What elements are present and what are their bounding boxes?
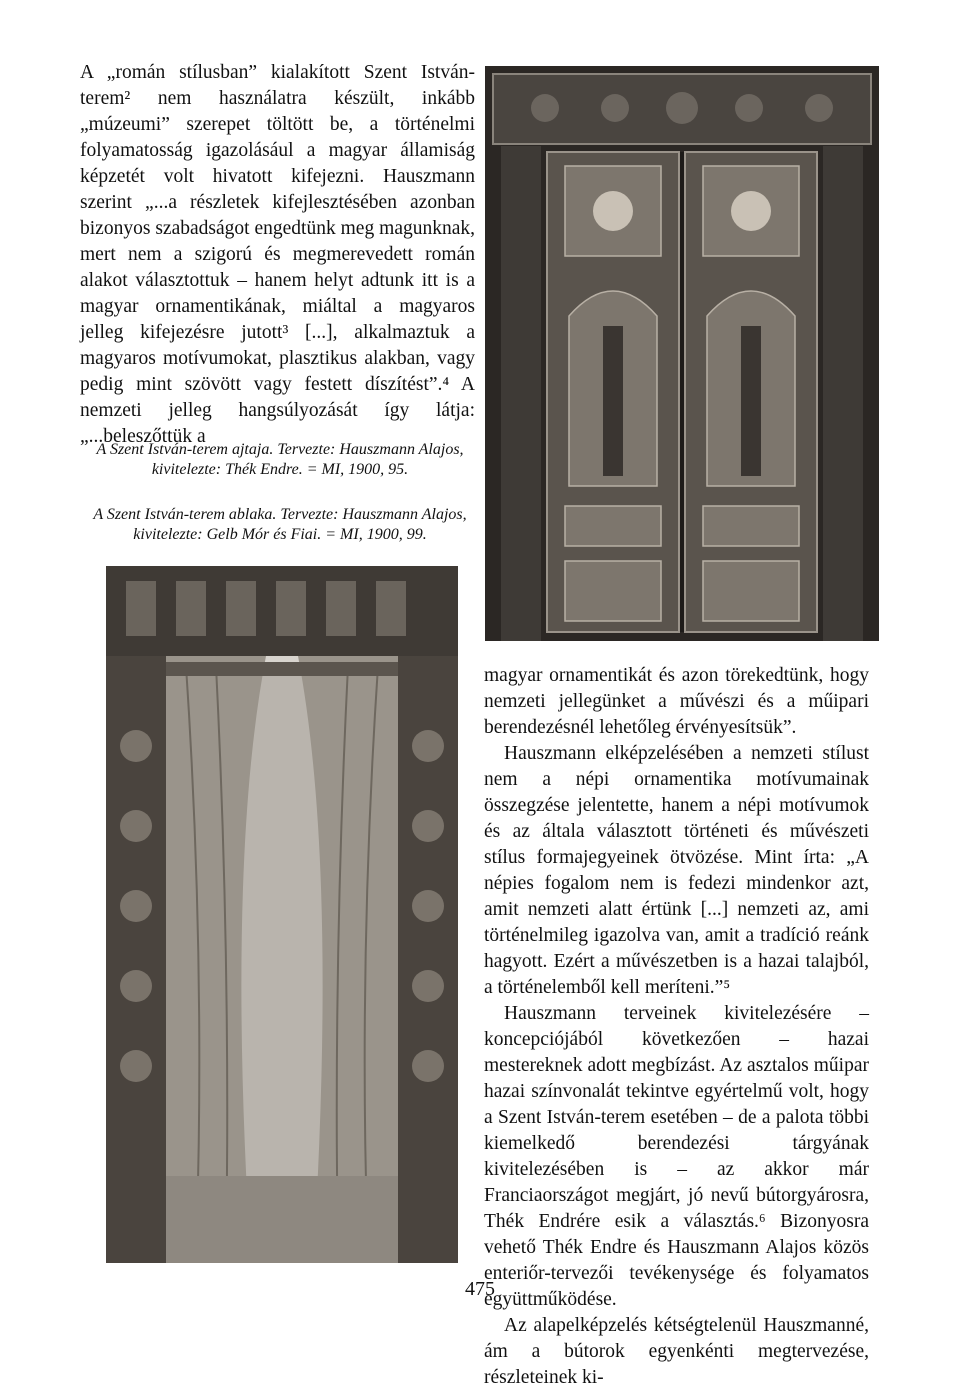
paragraph: Hauszmann terveinek kivitelezésére – koncepciójából következően – hazai mestereknek adott megbízást. Az asztalos műipar hazai színvonalát tekintve egyértelmű volt, hogy a Szent István-terem esetében – de a palota többi kiemelkedő berendezési tárgyának kivitelezésében is – az akkor már Franciaországot megjárt, jó nevű bútorgyárosra, Thék Endrére esik a választás.⁶ Bizonyosra vehető Thék Endre és Hauszmann Alajos közös enteriőr-tervezői tevékenysége és folyamatos együttműködése.: [484, 1003, 869, 1310]
paragraph: magyar ornamentikát és azon törekedtünk, hogy nemzeti jellegünket a művészi és a műipari berendezésnél lehetőleg érvényesítsük”.: [484, 665, 869, 738]
door-illustration: [485, 66, 879, 641]
paragraph: A „román stílusban” kialakított Szent István-terem² nem használatra készült, inkább „múzeumi” szerepet töltött be, a történelmi folyamatosság igazolásául a magyar államiság képzetét volt hivatott kifejezni. Hauszmann szerint „...a részletek kifejlesztésében azonban bizonyos szabadságot engedtünk meg magunknak, mert nem a szigorú és megmerevedett román alakot választottuk – hanem helyt adtunk itt is a magyar ornamentikának, miáltal a magyaros jelleg kifejezésre jutott³ [...], alkalmaztuk a magyaros motívumokat, plasztikus alakban, vagy pedig mint szövött vagy festett díszítést”.⁴ A nemzeti jelleg hangsúlyozását így látja: „...beleszőttük a: [80, 62, 475, 447]
paragraph: Az alapelképzelés kétségtelenül Hauszmanné, ám a bútorok egyenkénti megtervezése, részleteinek ki-: [484, 1315, 869, 1388]
window-illustration: [106, 566, 458, 1263]
window-photo: [106, 566, 458, 1263]
paragraph: Hauszmann elképzelésében a nemzeti stílust nem a népi ornamentika motívumainak összegzése jelentette, hanem a népi motívumok és az általa választott történeti és művészeti stílus formajegyeinek ötvözése. Mint írta: „A népies fogalom nem is fedezi mindenkor azt, amit nemzeti alatt értünk [...] nemzeti az, ami történelmileg igazolva van, amit a tradíció reánk hagyott. Ezért a művészetben is a hazai talajból, a történelemből kell meríteni.”⁵: [484, 743, 869, 998]
left-column-text: [80, 60, 475, 450]
door-photo: [485, 66, 879, 641]
page-number: 475: [465, 1278, 495, 1300]
door-caption: A Szent István-terem ajtaja. Tervezte: Hauszmann Alajos, kivitelezte: Thék Endre. = MI, 1900, 95.: [96, 441, 464, 478]
window-caption: A Szent István-terem ablaka. Tervezte: Hauszmann Alajos, kivitelezte: Gelb Mór és Fiai. = MI, 1900, 99.: [93, 506, 467, 543]
